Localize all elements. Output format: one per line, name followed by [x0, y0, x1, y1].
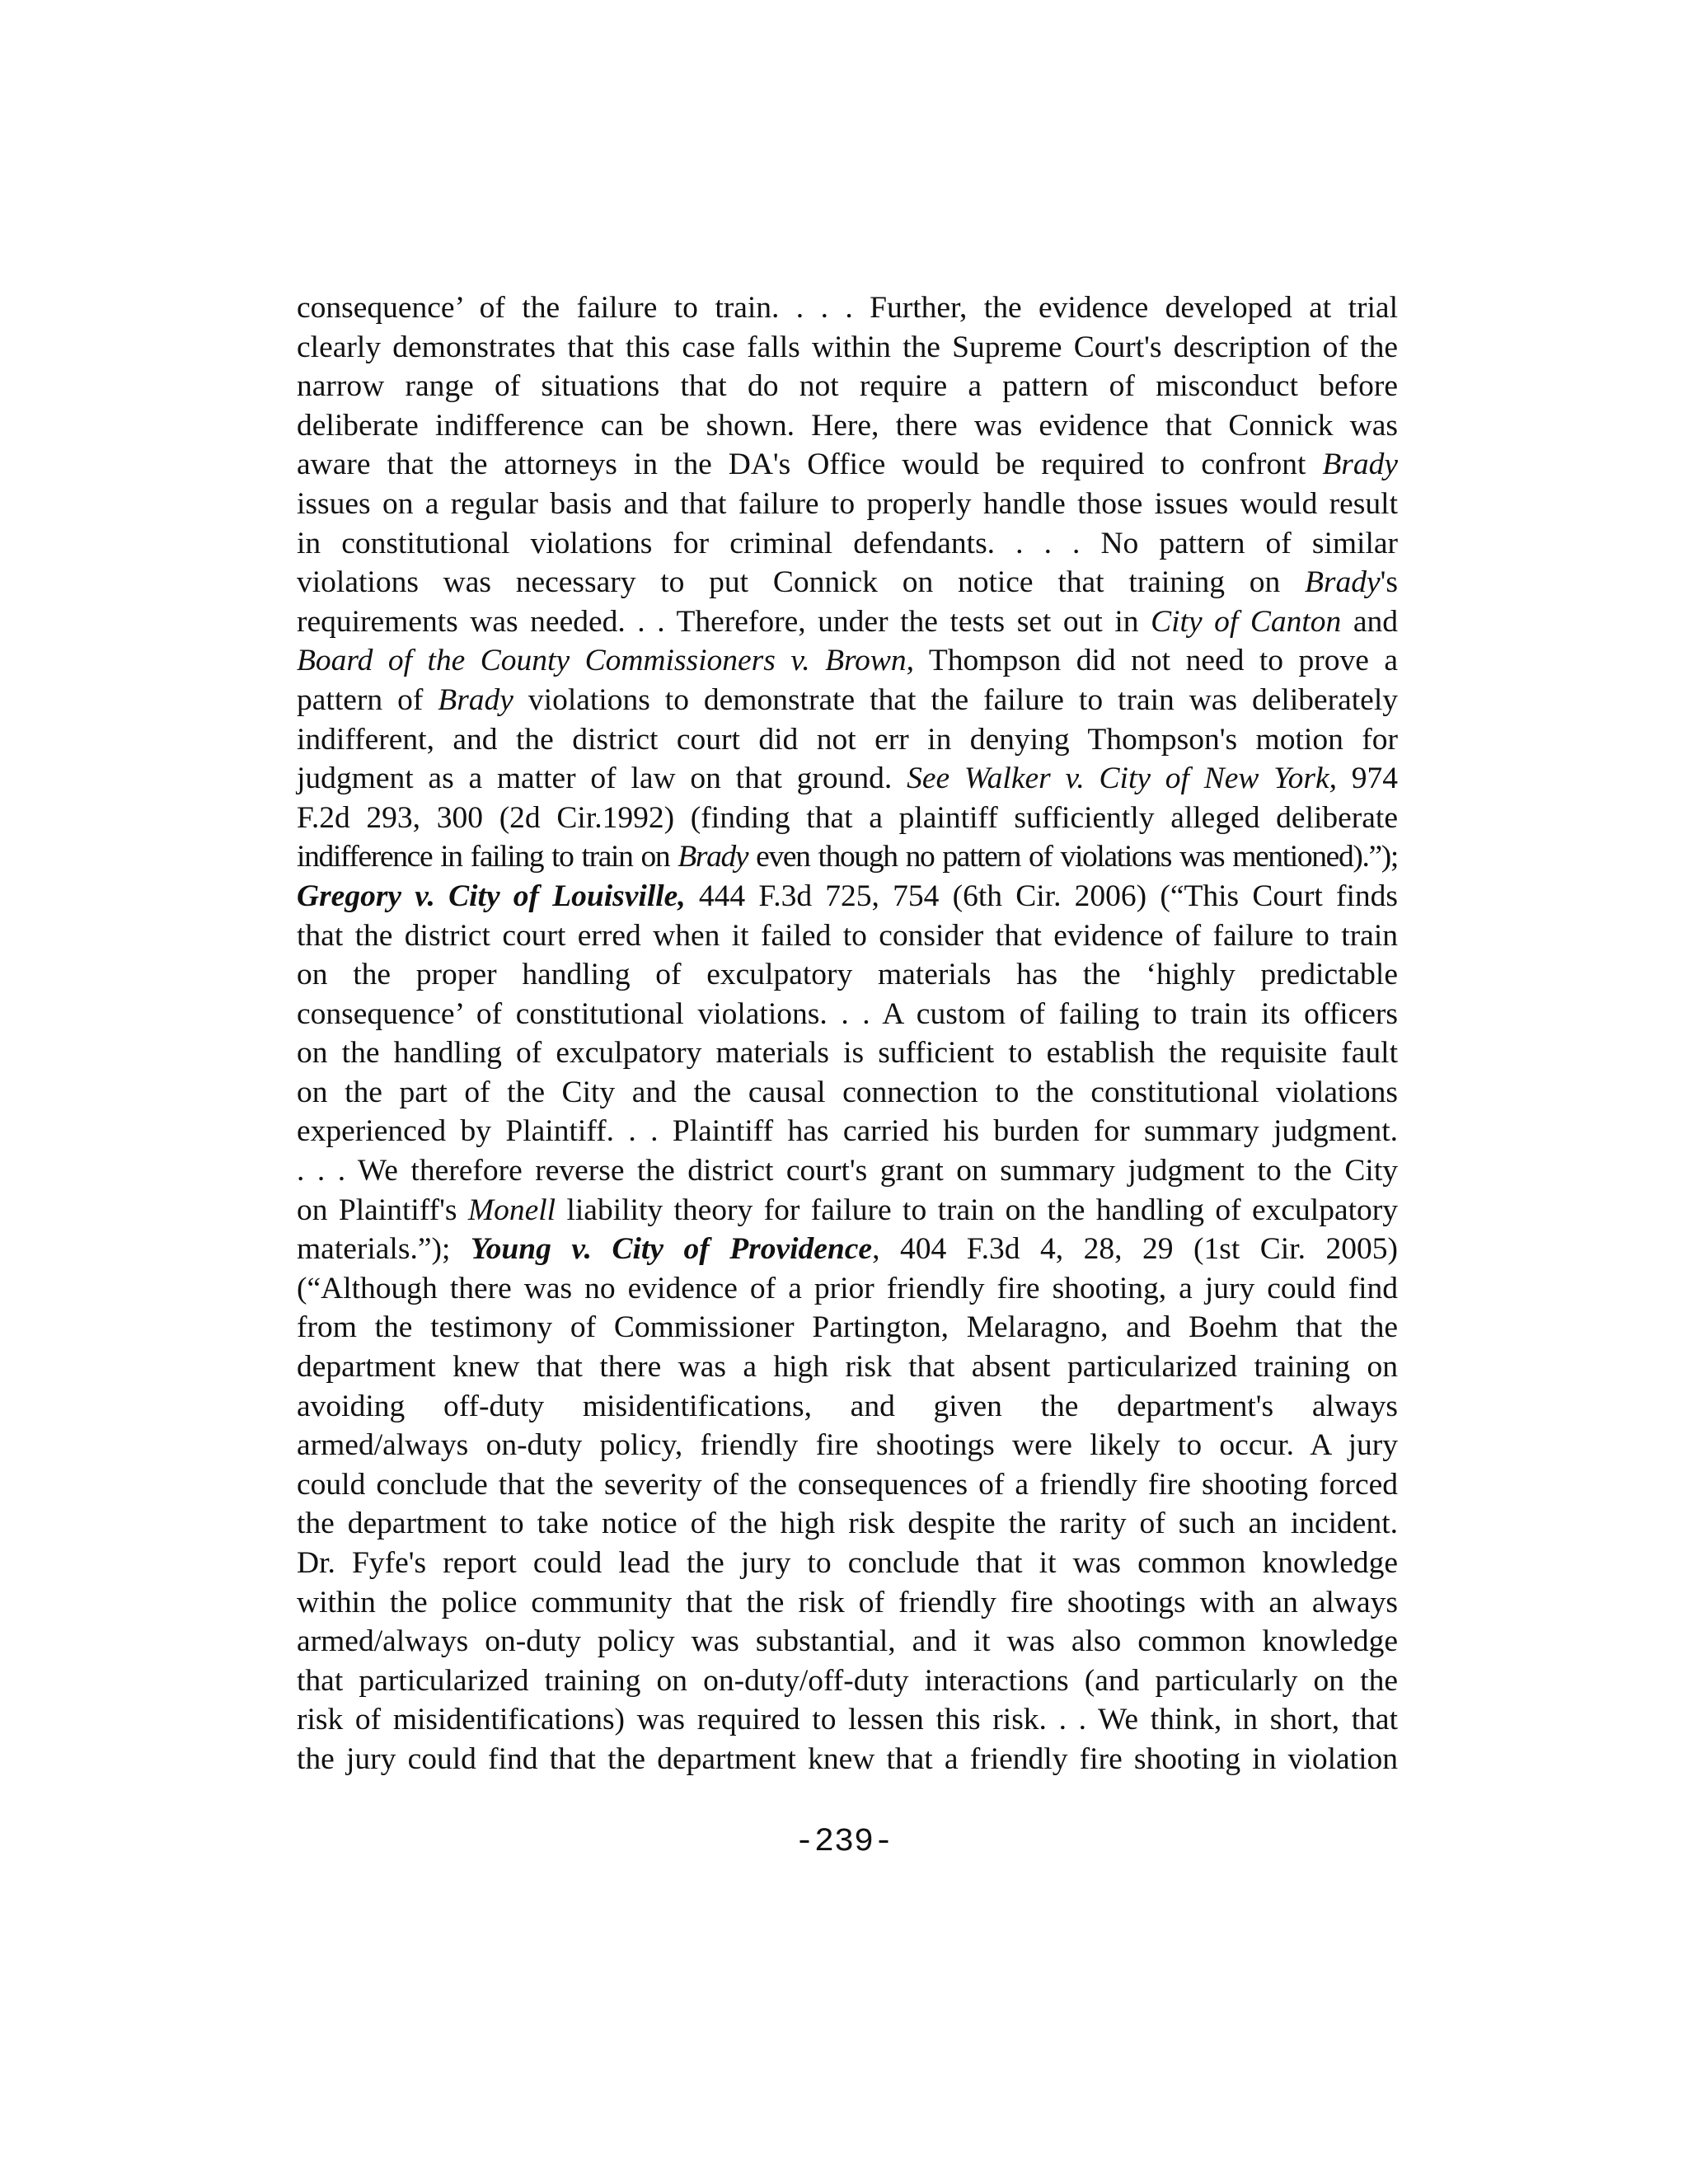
text-line: in constitutional violations for criminal defendants. . . . No pattern of similar [297, 526, 1398, 560]
text-line: deliberate indifference can be shown. Here, there was evidence that Connick was [297, 408, 1398, 443]
text-line: on Plaintiff's Monell liability theory for failure to train on the handling of exculpatory [297, 1193, 1398, 1227]
text-line: materials.”); Young v. City of Providence, 404 F.3d 4, 28, 29 (1st Cir. 2005) [297, 1232, 1398, 1267]
case-citation-emphasis [471, 1232, 872, 1266]
text-line: armed/always on-duty policy, friendly fire shootings were likely to occur. A jury [297, 1428, 1398, 1463]
text-line: (“Although there was no evidence of a prior friendly fire shooting, a jury could find [297, 1271, 1398, 1305]
case-citation: Monell [467, 1193, 556, 1227]
case-citation: City of Canton [1151, 604, 1342, 639]
text-line: could conclude that the severity of the consequences of a friendly fire shooting forced [297, 1467, 1398, 1502]
text-line: Dr. Fyfe's report could lead the jury to conclude that it was common knowledge [297, 1546, 1398, 1580]
text-line: within the police community that the risk of friendly fire shootings with an always [297, 1585, 1398, 1619]
text-line: violations was necessary to put Connick on notice that training on Brady's [297, 565, 1398, 600]
text-line: indifferent, and the district court did not err in denying Thompson's motion for [297, 722, 1398, 757]
case-citation: Brady [1322, 448, 1398, 482]
text-line: avoiding off-duty misidentifications, and given the department's always [297, 1389, 1398, 1423]
text-line: that the district court erred when it failed to consider that evidence of failure to train [297, 918, 1398, 953]
text-line: from the testimony of Commissioner Partington, Melaragno, and Boehm that the [297, 1310, 1398, 1345]
text-line: department knew that there was a high risk that absent particularized training on [297, 1350, 1398, 1385]
text-line: consequence’ of constitutional violations. . . A custom of failing to train its officers [297, 996, 1398, 1031]
text-line: aware that the attorneys in the DA's Office would be required to confront Brady [297, 448, 1398, 482]
text-line: the department to take notice of the high risk despite the rarity of such an incident. [297, 1507, 1398, 1541]
text-line: narrow range of situations that do not require a pattern of misconduct before [297, 369, 1398, 404]
text-line: indifference in failing to train on Brady even though no pattern of violations was mentioned).”); [297, 840, 1399, 874]
text-line: on the handling of exculpatory materials is sufficient to establish the requisite fault [297, 1036, 1398, 1071]
text-line: judgment as a matter of law on that ground. See Walker v. City of New York, 974 [297, 762, 1398, 796]
text-line: that particularized training on on-duty/off-duty interactions (and particularly on the [297, 1663, 1398, 1698]
text-line: pattern of Brady violations to demonstrate that the failure to train was deliberately [297, 682, 1398, 717]
text-line: Board of the County Commissioners v. Brown, Thompson did not need to prove a [297, 644, 1398, 678]
case-citation: Gregory v. City of Louisville, [297, 879, 686, 913]
text-line: consequence’ of the failure to train. . . . Further, the evidence developed at trial [297, 291, 1398, 325]
case-citation: Brady [678, 840, 748, 874]
text-line: experienced by Plaintiff. . . Plaintiff has carried his burden for summary judgment. [297, 1114, 1398, 1149]
page-number: -239- [794, 1824, 894, 1861]
case-citation: Board of the County Commissioners v. Brown, [297, 644, 915, 678]
text-line: armed/always on-duty policy was substantial, and it was also common knowledge [297, 1624, 1398, 1659]
case-citation: Brady [438, 682, 513, 717]
text-line: risk of misidentifications) was required to lessen this risk. . . We think, in short, that [297, 1703, 1398, 1737]
text-line: on the proper handling of exculpatory materials has the ‘highly predictable [297, 958, 1398, 992]
case-citation: Brady [1304, 565, 1381, 600]
text-line: the jury could find that the department knew that a friendly fire shooting in violation [297, 1741, 1398, 1776]
body-text [297, 288, 1398, 1779]
case-citation: Young v. City of Providence [470, 1232, 873, 1267]
text-line: . . . We therefore reverse the district court's grant on summary judgment to the City [297, 1154, 1398, 1188]
case-citation: See Walker v. City of New York, [907, 762, 1337, 796]
case-citation-emphasis [297, 879, 686, 913]
text-line: issues on a regular basis and that failure to properly handle those issues would result [297, 486, 1398, 521]
text-line: requirements was needed. . . Therefore, under the tests set out in City of Canton and [297, 604, 1398, 639]
text-line: clearly demonstrates that this case falls within the Supreme Court's description of the [297, 330, 1398, 364]
text-line: on the part of the City and the causal connection to the constitutional violations [297, 1075, 1398, 1109]
text-line: F.2d 293, 300 (2d Cir.1992) (finding that a plaintiff sufficiently alleged deliberate [297, 800, 1398, 835]
text-line: Gregory v. City of Louisville, 444 F.3d 725, 754 (6th Cir. 2006) (“This Court finds [297, 879, 1398, 913]
